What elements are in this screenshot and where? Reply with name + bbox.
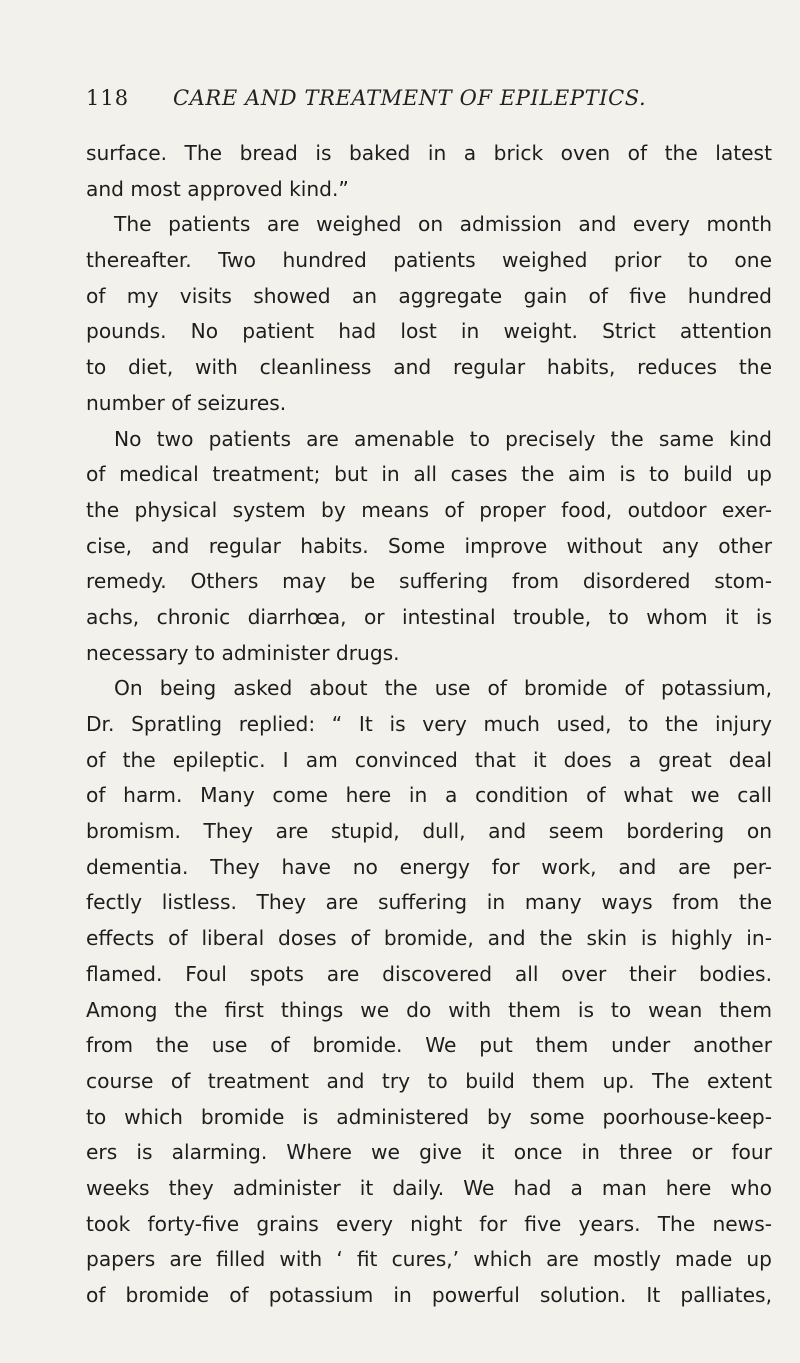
text-line: course of treatment and try to build them up. The extent xyxy=(86,1068,772,1093)
text-line: cise, and regular habits. Some improve without any other xyxy=(86,533,772,558)
text-line: bromism. They are stupid, dull, and seem bordering on xyxy=(86,819,772,844)
text-line: to diet, with cleanliness and regular habits, reduces the xyxy=(86,355,772,380)
text-line: from the use of bromide. We put them under another xyxy=(86,1033,772,1058)
text-line: and most approved kind.” xyxy=(86,176,349,201)
text-line: the physical system by means of proper food, outdoor exer- xyxy=(86,497,772,522)
text-line: No two patients are amenable to precisely the same kind xyxy=(114,426,772,451)
text-line: necessary to administer drugs. xyxy=(86,640,400,665)
text-line: achs, chronic diarrhœa, or intestinal trouble, to whom it is xyxy=(86,604,772,629)
running-head xyxy=(86,86,766,126)
page-number: 118 xyxy=(86,86,130,110)
text-line: of bromide of potassium in powerful solution. It palliates, xyxy=(86,1283,772,1307)
text-line: of the epileptic. I am convinced that it does a great deal xyxy=(86,747,772,772)
text-line: fectly listless. They are suffering in many ways from the xyxy=(86,890,772,915)
text-line: weeks they administer it daily. We had a man here who xyxy=(86,1175,772,1200)
text-line: of medical treatment; but in all cases the aim is to build up xyxy=(86,462,772,487)
text-line: to which bromide is administered by some poorhouse-keep- xyxy=(86,1104,772,1129)
text-line: On being asked about the use of bromide of potassium, xyxy=(114,676,772,701)
text-line: papers are filled with ‘ fit cures,’ which are mostly made up xyxy=(86,1247,772,1272)
text-line: of harm. Many come here in a condition of what we call xyxy=(86,783,772,808)
text-line: ers is alarming. Where we give it once in three or four xyxy=(86,1140,772,1165)
text-line: of my visits showed an aggregate gain of five hundred xyxy=(86,283,772,308)
text-line: remedy. Others may be suffering from disordered stom- xyxy=(86,569,772,594)
running-title: CARE AND TREATMENT OF EPILEPTICS. xyxy=(173,86,647,110)
text-line: took forty-five grains every night for five years. The news- xyxy=(86,1211,772,1236)
text-line: surface. The bread is baked in a brick oven of the latest xyxy=(86,141,772,165)
text-line: The patients are weighed on admission and every month xyxy=(114,212,772,237)
body-text xyxy=(86,136,772,1314)
text-line: number of seizures. xyxy=(86,390,287,415)
text-line: pounds. No patient had lost in weight. Strict attention xyxy=(86,319,772,344)
text-line: flamed. Foul spots are discovered all over their bodies. xyxy=(86,961,772,986)
text-line: dementia. They have no energy for work, and are per- xyxy=(86,854,772,879)
text-line: thereafter. Two hundred patients weighed prior to one xyxy=(86,248,772,273)
text-line: Dr. Spratling replied: “ It is very much used, to the injury xyxy=(86,712,772,736)
text-line: effects of liberal doses of bromide, and the skin is highly in- xyxy=(86,926,772,951)
text-line: Among the first things we do with them is to wean them xyxy=(86,997,772,1022)
